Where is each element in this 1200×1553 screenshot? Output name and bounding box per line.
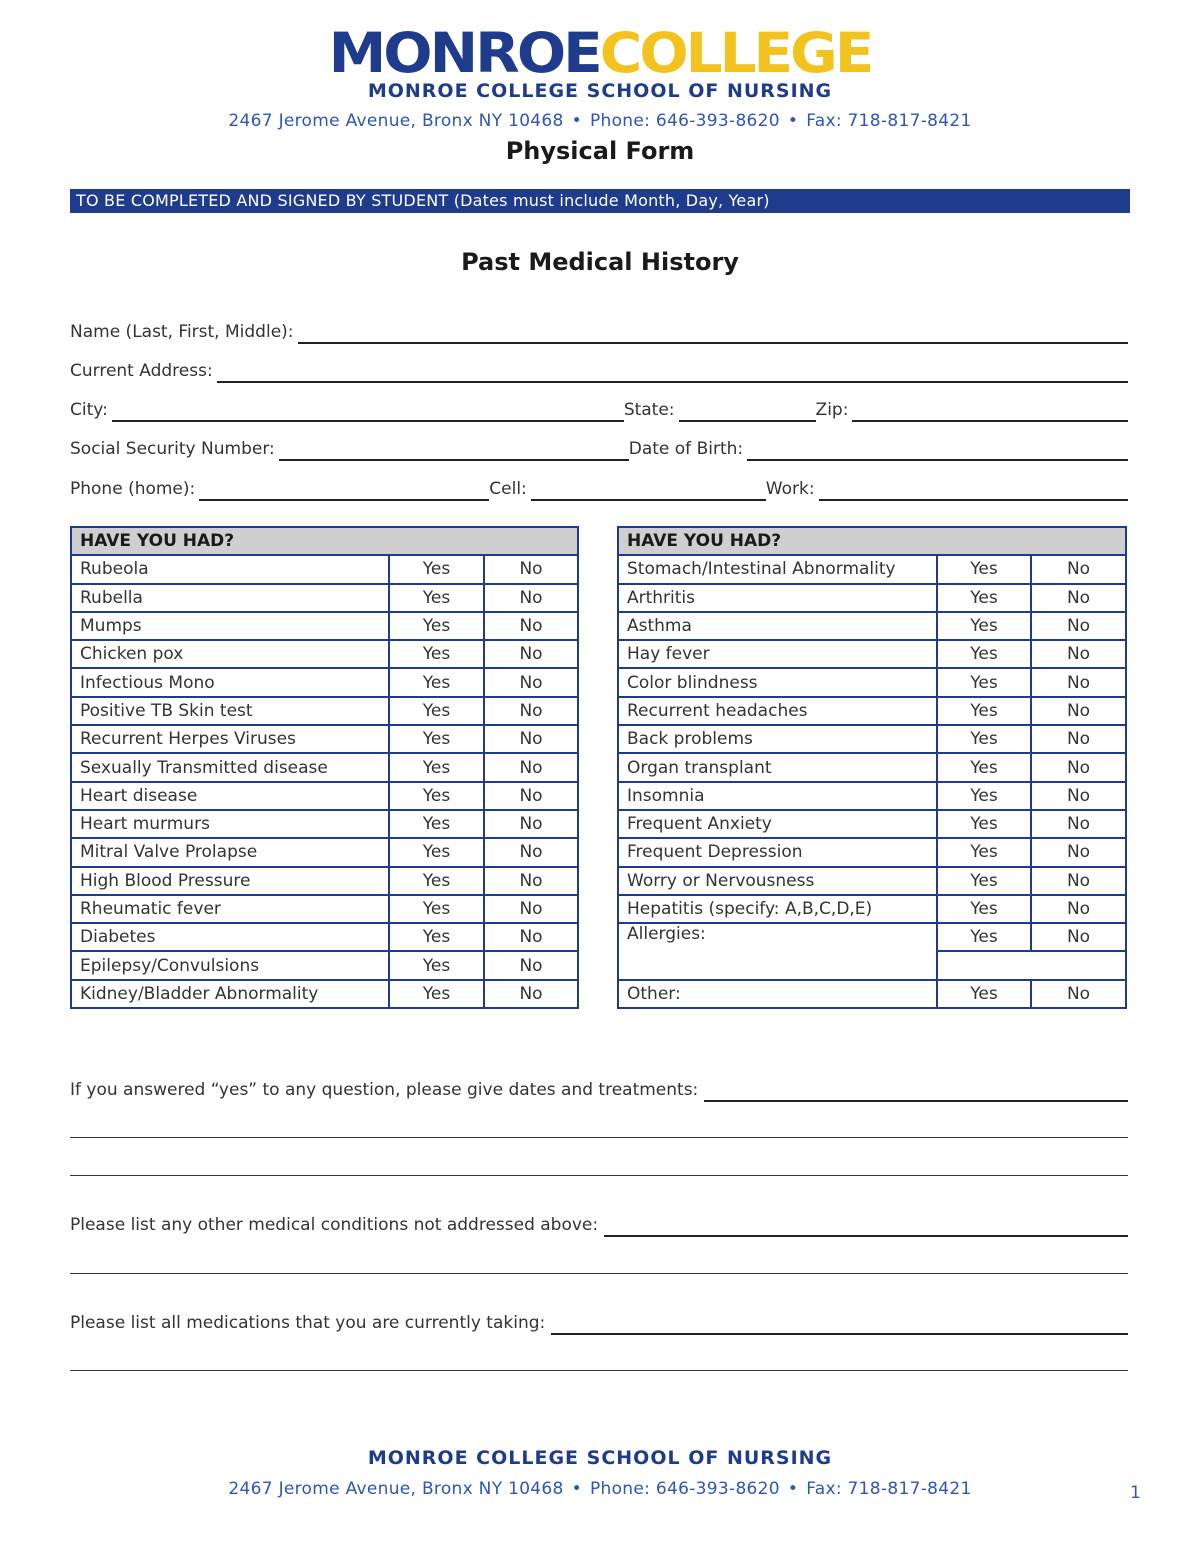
separator-dot: • [571, 111, 582, 131]
no-option[interactable]: No [484, 612, 577, 640]
no-option[interactable]: No [1031, 782, 1125, 810]
no-option[interactable]: No [484, 697, 577, 725]
condition-label: Color blindness [619, 668, 937, 696]
footer-fax: Fax: 718-817-8421 [806, 1479, 972, 1499]
left-table-header: HAVE YOU HAD? [72, 528, 577, 555]
medications-line-2[interactable] [70, 1370, 1128, 1371]
table-row [619, 838, 1125, 866]
table-row [72, 895, 577, 923]
table-row [72, 810, 577, 838]
footer-address [0, 1479, 1200, 1499]
work-field[interactable] [819, 479, 1128, 501]
yes-option[interactable]: Yes [937, 782, 1031, 810]
no-option[interactable]: No [484, 782, 577, 810]
table-row [72, 612, 577, 640]
cell-field[interactable] [531, 479, 766, 501]
yes-option[interactable]: Yes [389, 923, 484, 951]
condition-label: Mumps [72, 612, 389, 640]
no-option[interactable]: No [1031, 584, 1125, 612]
footer-street: 2467 Jerome Avenue, Bronx NY 10468 [228, 1479, 564, 1499]
table-row [72, 782, 577, 810]
phone-home-field[interactable] [199, 479, 489, 501]
condition-label: Stomach/Intestinal Abnormality [619, 555, 937, 583]
table-row [72, 725, 577, 753]
yes-option[interactable]: Yes [937, 867, 1031, 895]
no-option[interactable]: No [484, 951, 577, 979]
phone-home-label: Phone (home): [70, 479, 196, 499]
no-option[interactable]: No [1031, 555, 1125, 583]
yes-option[interactable]: Yes [937, 895, 1031, 923]
condition-label: Infectious Mono [72, 668, 389, 696]
yes-option[interactable]: Yes [389, 584, 484, 612]
condition-label: Back problems [619, 725, 937, 753]
yes-option[interactable]: Yes [389, 980, 484, 1007]
condition-label: Mitral Valve Prolapse [72, 838, 389, 866]
logo-monroe: MONROE [328, 20, 600, 86]
table-row [72, 697, 577, 725]
table-row [619, 810, 1125, 838]
condition-label: Heart murmurs [72, 810, 389, 838]
yes-option[interactable]: Yes [389, 895, 484, 923]
no-option[interactable]: No [484, 867, 577, 895]
condition-label: Rubella [72, 584, 389, 612]
condition-label: Kidney/Bladder Abnormality [72, 980, 389, 1007]
yes-details-line-3[interactable] [70, 1175, 1128, 1176]
footer-phone: Phone: 646-393-8620 [589, 1479, 780, 1499]
no-option[interactable]: No [484, 838, 577, 866]
yes-option[interactable]: Yes [389, 725, 484, 753]
yes-option[interactable]: Yes [389, 640, 484, 668]
other-conditions-field[interactable] [604, 1217, 1128, 1237]
separator-dot: • [571, 1479, 582, 1499]
address-field[interactable] [217, 361, 1128, 383]
yes-option[interactable]: Yes [389, 810, 484, 838]
no-option[interactable]: No [484, 923, 577, 951]
phone-row [70, 475, 1128, 501]
other-conditions-line-2[interactable] [70, 1273, 1128, 1274]
instruction-banner: TO BE COMPLETED AND SIGNED BY STUDENT (Dates must include Month, Day, Year) [70, 189, 1130, 213]
yes-details-row [70, 1078, 1128, 1102]
no-option[interactable]: No [484, 725, 577, 753]
no-option[interactable]: No [484, 584, 577, 612]
no-option[interactable]: No [1031, 640, 1125, 668]
table-row [72, 584, 577, 612]
header-address [0, 111, 1200, 131]
no-option[interactable]: No [1031, 867, 1125, 895]
no-option[interactable]: No [484, 555, 577, 583]
condition-label: High Blood Pressure [72, 867, 389, 895]
form-title: Physical Form [505, 137, 695, 165]
history-table-left [70, 526, 579, 1009]
no-option[interactable]: No [484, 980, 577, 1007]
name-row [70, 318, 1128, 344]
condition-label: Sexually Transmitted disease [72, 753, 389, 781]
yes-option[interactable]: Yes [937, 980, 1031, 1007]
yes-option[interactable]: Yes [389, 555, 484, 583]
yes-option[interactable]: Yes [937, 612, 1031, 640]
state-field[interactable] [679, 400, 816, 422]
condition-label: Organ transplant [619, 753, 937, 781]
condition-label: Asthma [619, 612, 937, 640]
address-row [70, 357, 1128, 383]
ssn-field[interactable] [279, 439, 629, 461]
page-number: 1 [1130, 1483, 1141, 1503]
condition-label: Rubeola [72, 555, 389, 583]
school-name: MONROE COLLEGE SCHOOL OF NURSING [367, 80, 833, 102]
table-row [619, 668, 1125, 696]
separator-dot: • [787, 111, 799, 131]
table-row [72, 838, 577, 866]
condition-label: Other: [619, 980, 937, 1007]
right-table-header: HAVE YOU HAD? [619, 528, 1125, 555]
condition-label: Recurrent headaches [619, 697, 937, 725]
no-option[interactable]: No [1031, 838, 1125, 866]
medications-label: Please list all medications that you are currently taking: [70, 1313, 546, 1333]
work-label: Work: [765, 479, 815, 499]
cell-label: Cell: [489, 479, 527, 499]
yes-option[interactable]: Yes [389, 697, 484, 725]
table-row [619, 980, 1125, 1007]
no-option[interactable]: No [484, 753, 577, 781]
yes-option[interactable]: Yes [937, 923, 1031, 951]
no-option[interactable]: No [1031, 725, 1125, 753]
city-label: City: [70, 400, 108, 420]
header-fax: Fax: 718-817-8421 [806, 111, 972, 131]
other-conditions-row [70, 1213, 1128, 1237]
table-row [72, 867, 577, 895]
condition-label: Recurrent Herpes Viruses [72, 725, 389, 753]
allergies-specify-field[interactable] [937, 951, 1125, 979]
condition-label: Rheumatic fever [72, 895, 389, 923]
no-option[interactable]: No [1031, 980, 1125, 1007]
yes-option[interactable]: Yes [937, 810, 1031, 838]
yes-option[interactable]: Yes [389, 867, 484, 895]
no-option[interactable]: No [1031, 895, 1125, 923]
zip-field[interactable] [852, 400, 1128, 422]
yes-option[interactable]: Yes [937, 668, 1031, 696]
table-row [619, 725, 1125, 753]
section-title: Past Medical History [461, 248, 739, 276]
history-table-right [617, 526, 1127, 1009]
table-row [72, 640, 577, 668]
yes-option[interactable]: Yes [389, 951, 484, 979]
table-row [72, 923, 577, 951]
yes-option[interactable]: Yes [389, 782, 484, 810]
yes-option[interactable]: Yes [937, 725, 1031, 753]
header-street: 2467 Jerome Avenue, Bronx NY 10468 [228, 111, 564, 131]
condition-label: Arthritis [619, 584, 937, 612]
no-option[interactable]: No [1031, 697, 1125, 725]
separator-dot: • [787, 1479, 799, 1499]
no-option[interactable]: No [1031, 810, 1125, 838]
condition-label: Chicken pox [72, 640, 389, 668]
no-option[interactable]: No [484, 810, 577, 838]
table-row [619, 555, 1125, 583]
college-logo [0, 20, 1200, 86]
other-conditions-label: Please list any other medical conditions not addressed above: [70, 1215, 599, 1235]
table-row [619, 895, 1125, 923]
no-option[interactable]: No [484, 668, 577, 696]
yes-option[interactable]: Yes [389, 612, 484, 640]
yes-details-label: If you answered “yes” to any question, please give dates and treatments: [70, 1080, 699, 1100]
name-field[interactable] [298, 322, 1128, 344]
logo-college: COLLEGE [599, 20, 872, 86]
table-row [619, 782, 1125, 810]
condition-label: Hay fever [619, 640, 937, 668]
dob-field[interactable] [747, 439, 1128, 461]
yes-option[interactable]: Yes [937, 555, 1031, 583]
table-row [72, 980, 577, 1007]
no-option[interactable]: No [1031, 668, 1125, 696]
yes-option[interactable]: Yes [937, 584, 1031, 612]
yes-option[interactable]: Yes [389, 753, 484, 781]
medications-row [70, 1311, 1128, 1335]
city-field[interactable] [112, 400, 624, 422]
condition-label: Allergies: [619, 923, 937, 980]
table-row [72, 668, 577, 696]
table-row [619, 923, 1125, 951]
medications-field[interactable] [551, 1315, 1128, 1335]
yes-option[interactable]: Yes [937, 697, 1031, 725]
table-row [72, 753, 577, 781]
table-row [619, 697, 1125, 725]
zip-label: Zip: [815, 400, 849, 420]
no-option[interactable]: No [1031, 753, 1125, 781]
condition-label: Heart disease [72, 782, 389, 810]
state-label: State: [623, 400, 675, 420]
name-label: Name (Last, First, Middle): [70, 322, 294, 342]
address-label: Current Address: [70, 361, 213, 381]
condition-label: Worry or Nervousness [619, 867, 937, 895]
table-row [619, 867, 1125, 895]
condition-label: Frequent Depression [619, 838, 937, 866]
no-option[interactable]: No [484, 895, 577, 923]
yes-details-line-2[interactable] [70, 1137, 1128, 1138]
table-row [619, 612, 1125, 640]
yes-option[interactable]: Yes [937, 838, 1031, 866]
no-option[interactable]: No [484, 640, 577, 668]
footer-school-name: MONROE COLLEGE SCHOOL OF NURSING [367, 1447, 833, 1469]
table-row [619, 753, 1125, 781]
table-row [72, 555, 577, 583]
no-option[interactable]: No [1031, 612, 1125, 640]
no-option[interactable]: No [1031, 923, 1125, 951]
condition-label: Epilepsy/Convulsions [72, 951, 389, 979]
ssn-label: Social Security Number: [70, 439, 275, 459]
condition-label: Insomnia [619, 782, 937, 810]
table-row [619, 584, 1125, 612]
yes-details-field[interactable] [704, 1082, 1128, 1102]
city-row [70, 396, 1128, 422]
table-row [72, 951, 577, 979]
yes-option[interactable]: Yes [389, 668, 484, 696]
condition-label: Positive TB Skin test [72, 697, 389, 725]
condition-label: Frequent Anxiety [619, 810, 937, 838]
condition-label: Diabetes [72, 923, 389, 951]
header-phone: Phone: 646-393-8620 [589, 111, 780, 131]
yes-option[interactable]: Yes [937, 753, 1031, 781]
condition-label: Hepatitis (specify: A,B,C,D,E) [619, 895, 937, 923]
ssn-row [70, 435, 1128, 461]
yes-option[interactable]: Yes [389, 838, 484, 866]
dob-label: Date of Birth: [628, 439, 744, 459]
yes-option[interactable]: Yes [937, 640, 1031, 668]
table-row [619, 640, 1125, 668]
